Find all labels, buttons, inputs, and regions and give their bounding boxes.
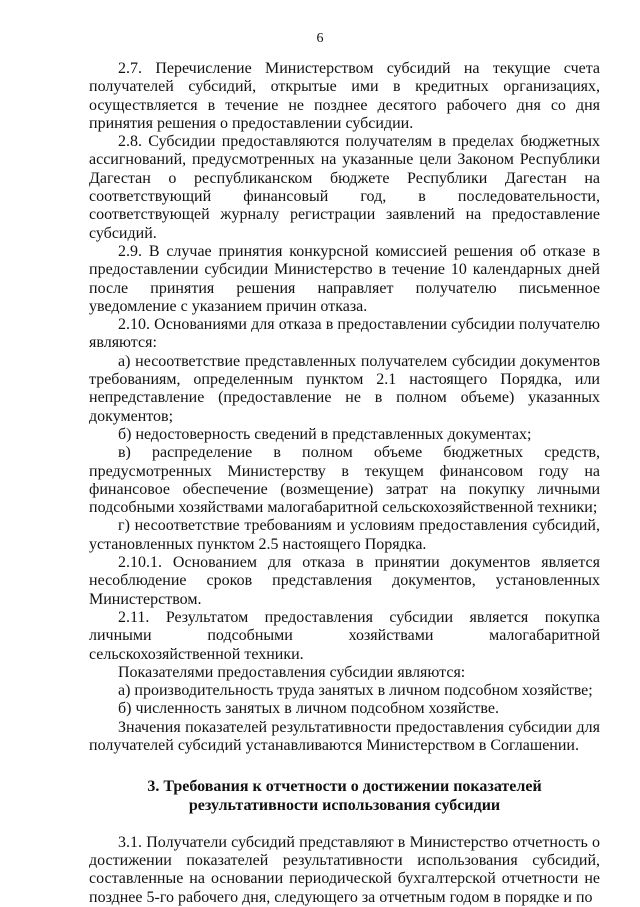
paragraph-3-1: 3.1. Получатели субсидий представляют в Министерство отчетность о достижении показателей результативности использования субсидий, составленные на основании периодической бухгалтерской отчетности не позднее 5-го рабочего дня, следующего за отчетным годом в порядке и по (89, 833, 600, 906)
document-body (89, 60, 600, 907)
list-item-g: г) несоответствие требованиям и условиям предоставления субсидий, установленных пунктом 2.5 настоящего Порядка. (89, 517, 600, 553)
indicator-b: б) численность занятых в личном подсобном хозяйстве. (118, 700, 499, 718)
page-number: 6 (316, 31, 324, 46)
paragraph-2-11: 2.11. Результатом предоставления субсидии является покупка личными подсобными хозяйствами малогабаритной сельскохозяйственной техники. (89, 608, 600, 663)
paragraph-2-10: 2.10. Основаниями для отказа в предоставлении субсидии получателю являются: (89, 316, 600, 352)
paragraph-2-8: 2.8. Субсидии предоставляются получателям в пределах бюджетных ассигнований, предусмотренных на указанные цели Законом Республики Дагестан о республиканском бюджете Республики Дагестан на соответствующий финансовый год, в последовательности, соответствующей журналу регистрации заявлений на предоставление субсидий. (89, 133, 600, 242)
list-item-b: б) недостоверность сведений в представленных документах; (118, 425, 532, 443)
section-heading-line-2: результативности использования субсидии (188, 796, 501, 814)
list-item-v: в) распределение в полном объеме бюджетных средств, предусмотренных Министерству в текущем финансовом году на финансовое обеспечение (возмещение) затрат на покупку личными подсобными хозяйствами малогабаритной сельскохозяйственной техники; (89, 444, 600, 517)
list-item-a: а) несоответствие представленных получателем субсидии документов требованиям, определенным пунктом 2.1 настоящего Порядка, или непредставление (предоставление не в полном объеме) указанных документов; (89, 352, 600, 425)
paragraph-2-7: 2.7. Перечисление Министерством субсидий на текущие счета получателей субсидий, открытые ими в кредитных организациях, осуществляется в течение не позднее десятого рабочего дня со дня принятия решения о предоставлении субсидии. (89, 60, 600, 132)
paragraph-2-10-1: 2.10.1. Основанием для отказа в принятии документов является несоблюдение сроков представления документов, установленных Министерством. (89, 554, 600, 608)
indicator-values: Значения показателей результативности предоставления субсидии для получателей субсидий устанавливаются Министерством в Соглашении. (89, 718, 600, 754)
indicator-a: а) производительность труда занятых в личном подсобном хозяйстве; (118, 682, 593, 700)
indicators-intro: Показателями предоставления субсидии являются: (118, 663, 466, 681)
paragraph-2-9: 2.9. В случае принятия конкурсной комиссией решения об отказе в предоставлении субсидии Министерство в течение 10 календарных дней после принятия решения направляет получателю письменное уведомление с указанием причин отказа. (89, 242, 600, 315)
section-heading (89, 778, 600, 815)
section-heading-line-1: 3. Требования к отчетности о достижении показателей (147, 778, 542, 796)
